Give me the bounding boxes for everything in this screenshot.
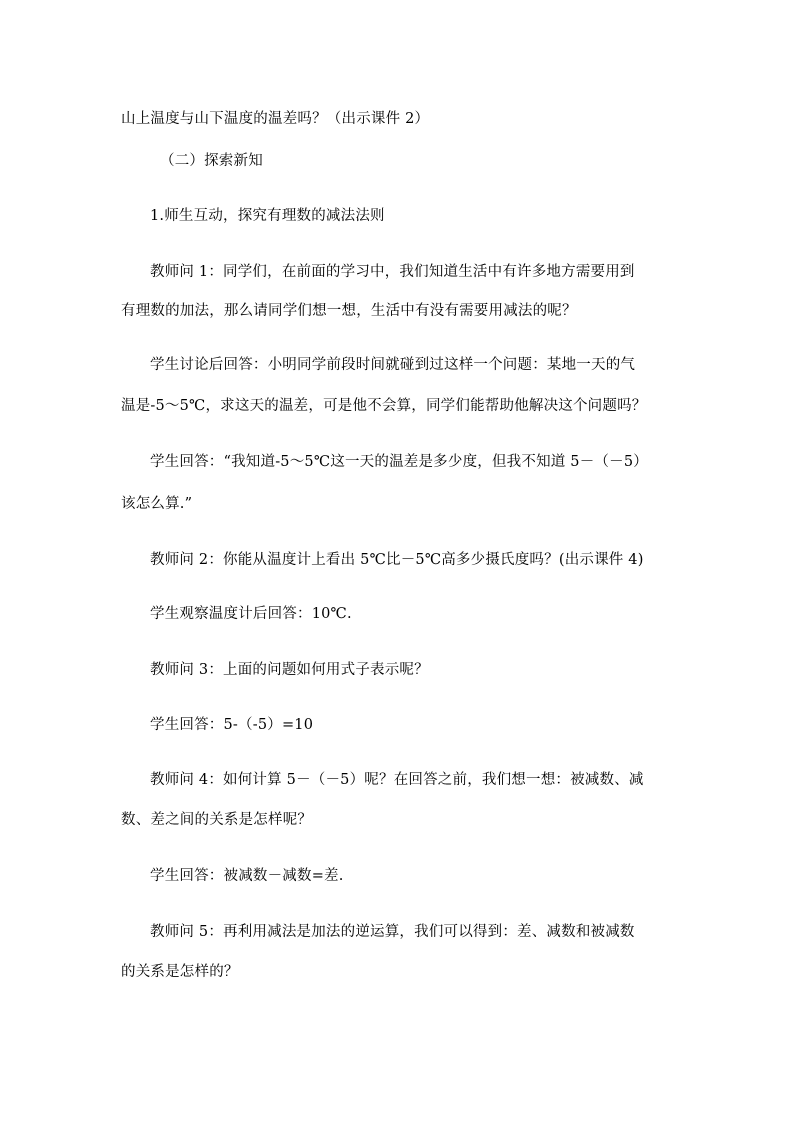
teacher-question-4-line-2: 数、差之间的关系是怎样呢？ — [121, 812, 313, 828]
student-answer-3: 学生回答：被减数－减数=差. — [150, 868, 344, 884]
student-answer-1-line-1: 学生回答：“我知道-5～5℃这一天的温差是多少度，但我不知道 5－（－5） — [150, 454, 648, 470]
teacher-question-2: 教师问 2：你能从温度计上看出 5℃比－5℃高多少摄氏度吗？(出示课件 4) — [150, 552, 644, 568]
teacher-question-3: 教师问 3：上面的问题如何用式子表示呢？ — [150, 662, 429, 678]
section-heading: （二）探索新知 — [160, 153, 263, 169]
student-answer-1-line-2: 该怎么算.” — [121, 496, 193, 512]
teacher-question-1-line-2: 有理数的加法，那么请同学们想一想，生活中有没有需要用减法的呢？ — [121, 303, 577, 319]
teacher-question-1-line-1: 教师问 1：同学们，在前面的学习中，我们知道生活中有许多地方需要用到 — [150, 264, 635, 280]
teacher-question-5-line-1: 教师问 5：再利用减法是加法的逆运算，我们可以得到：差、减数和被减数 — [150, 924, 635, 940]
student-discussion-line-2: 温是-5～5℃，求这天的温差，可是他不会算，同学们能帮助他解决这个问题吗？ — [121, 398, 647, 414]
teacher-question-5-line-2: 的关系是怎样的？ — [121, 964, 239, 980]
student-discussion-line-1: 学生讨论后回答：小明同学前段时间就碰到过这样一个问题：某地一天的气 — [150, 357, 636, 373]
student-answer-2: 学生回答：5-（-5）=10 — [150, 717, 314, 733]
student-observation: 学生观察温度计后回答：10℃. — [150, 606, 352, 622]
subsection-heading: 1.师生互动，探究有理数的减法法则 — [150, 208, 385, 224]
teacher-question-4-line-1: 教师问 4：如何计算 5－（－5）呢？在回答之前，我们想一想：被减数、减 — [150, 772, 644, 788]
text-line-continuation: 山上温度与山下温度的温差吗？（出示课件 2） — [121, 111, 430, 127]
